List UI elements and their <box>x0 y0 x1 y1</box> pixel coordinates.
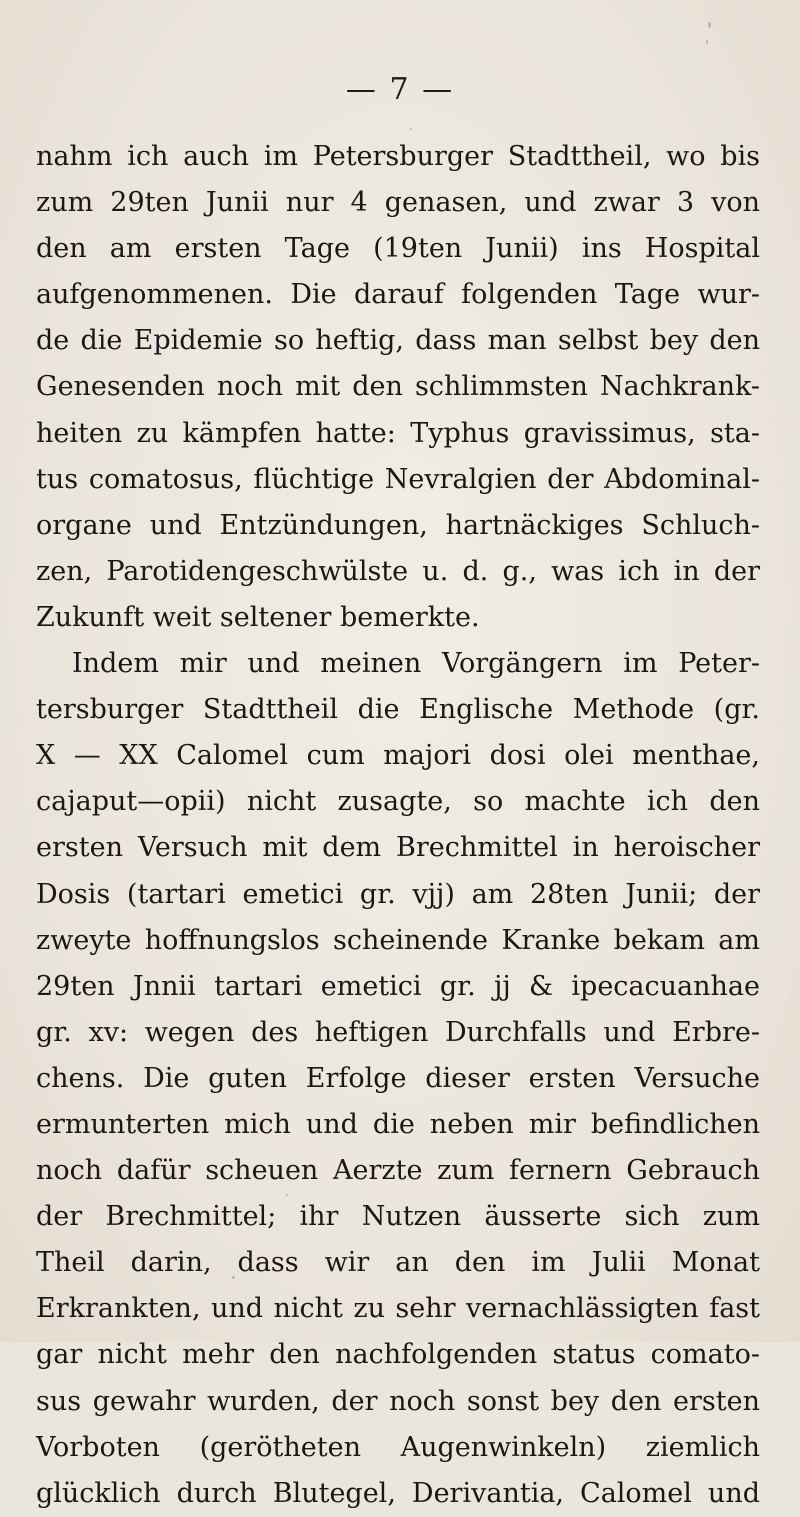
text-line: gr. xv: wegen des heftigen Durchfalls und Erbre- <box>36 1016 760 1048</box>
text-line: de die Epidemie so heftig, dass man selbst bey den <box>36 325 760 357</box>
text-line: Dosis (tartari emetici gr. vjj) am 28ten Junii; der <box>36 878 760 910</box>
text-line: zum 29ten Junii nur 4 genasen, und zwar 3 von <box>36 187 760 219</box>
text-line: gar nicht mehr den nachfolgenden status comato- <box>36 1339 760 1371</box>
paper-speck <box>410 128 412 130</box>
text-line: 29ten Jnnii tartari emetici gr. jj & ipecacuanhae <box>36 970 760 1002</box>
text-line: cajaput—opii) nicht zusagte, so machte ich den <box>36 786 760 818</box>
text-line: ersten Versuch mit dem Brechmittel in heroischer <box>36 832 760 864</box>
text-line: den am ersten Tage (19ten Junii) ins Hospital <box>36 233 760 265</box>
text-line: aufgenommenen. Die darauf folgenden Tage wur- <box>36 279 760 311</box>
text-line: Genesenden noch mit den schlimmsten Nachkrank- <box>36 371 760 403</box>
text-line: organe und Entzündungen, hartnäckiges Schluch- <box>36 509 760 541</box>
page-number: — 7 — <box>345 72 455 107</box>
text-line: noch dafür scheuen Aerzte zum fernern Gebrauch <box>36 1155 760 1187</box>
text-line: X — XX Calomel cum majori dosi olei menthae, <box>36 740 760 772</box>
text-line: der Brechmittel; ihr Nutzen äusserte sich zum <box>36 1201 760 1233</box>
text-line: Vorboten (gerötheten Augenwinkeln) ziemlich <box>36 1431 760 1463</box>
body-text <box>36 134 760 1517</box>
paper-speck <box>708 22 711 28</box>
text-line: zweyte hoffnungslos scheinende Kranke bekam am <box>36 924 760 956</box>
paper-speck <box>706 40 708 44</box>
text-line: chens. Die guten Erfolge dieser ersten Versuche <box>36 1062 760 1094</box>
text-line: zen, Parotidengeschwülste u. d. g., was ich in der <box>36 555 760 587</box>
text-line: tersburger Stadttheil die Englische Methode (gr. <box>36 694 760 726</box>
text-line: Indem mir und meinen Vorgängern im Peter- <box>72 648 760 680</box>
text-line: tus comatosus, flüchtige Nevralgien der Abdominal- <box>36 463 760 495</box>
text-line: heiten zu kämpfen hatte: Typhus gravissimus, sta- <box>36 417 760 449</box>
text-line: sus gewahr wurden, der noch sonst bey den ersten <box>36 1385 760 1417</box>
text-line: glücklich durch Blutegel, Derivantia, Calomel und <box>36 1477 760 1509</box>
text-line: Erkrankten, und nicht zu sehr vernachlässigten fast <box>36 1293 760 1325</box>
text-line: nahm ich auch im Petersburger Stadttheil, wo bis <box>36 141 760 172</box>
text-line: ermunterten mich und die neben mir befindlichen <box>36 1108 760 1140</box>
text-line: Zukunft weit seltener bemerkte. <box>36 601 480 633</box>
text-line: Theil darin, dass wir an den im Julii Monat <box>36 1247 760 1279</box>
